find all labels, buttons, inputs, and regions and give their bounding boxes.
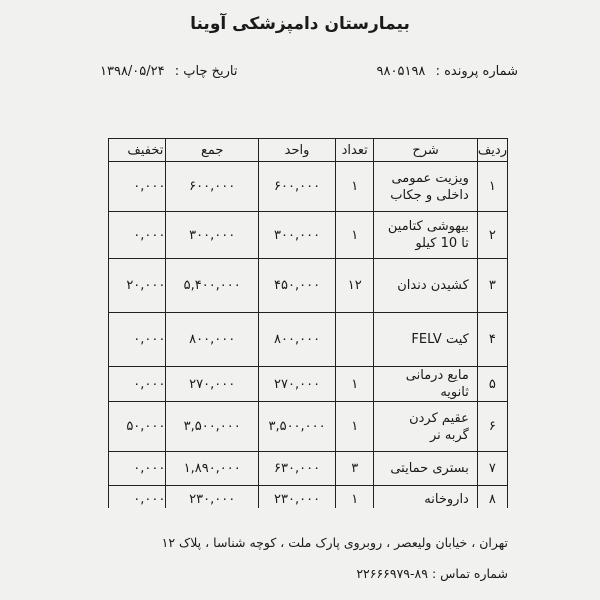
document-title: بیمارستان دامپزشکی آوینا xyxy=(190,14,410,34)
row-total: ۱,۸۹۰,۰۰۰ xyxy=(166,452,259,486)
table-row xyxy=(109,259,508,313)
row-total: ۲۷۰,۰۰۰ xyxy=(166,367,259,402)
row-discount: ۰,۰۰۰ xyxy=(109,367,166,402)
row-number: ۲ xyxy=(477,212,507,259)
row-discount: ۲۰,۰۰۰ xyxy=(109,259,166,313)
row-total: ۵,۴۰۰,۰۰۰ xyxy=(166,259,259,313)
phone-label: شماره تماس : xyxy=(431,566,508,581)
row-total: ۳۰۰,۰۰۰ xyxy=(166,212,259,259)
row-unit-price: ۴۵۰,۰۰۰ xyxy=(259,259,336,313)
header-unit-price: واحد xyxy=(259,139,336,162)
print-date-label: تاریخ چاپ : xyxy=(174,64,238,79)
row-number: ۱ xyxy=(477,162,507,212)
file-number-value: ۹۸۰۵۱۹۸ xyxy=(376,64,426,79)
row-discount: ۰,۰۰۰ xyxy=(109,313,166,367)
row-total: ۲۳۰,۰۰۰ xyxy=(166,486,259,509)
row-description: بستری حمایتی xyxy=(374,452,478,486)
row-quantity xyxy=(336,313,374,367)
row-discount: ۰,۰۰۰ xyxy=(109,162,166,212)
file-number xyxy=(377,64,518,79)
row-quantity: ۱ xyxy=(336,162,374,212)
row-discount: ۵۰,۰۰۰ xyxy=(109,402,166,452)
table-row xyxy=(109,212,508,259)
row-number: ۳ xyxy=(477,259,507,313)
invoice-table-wrapper xyxy=(108,138,508,508)
row-number: ۴ xyxy=(477,313,507,367)
row-quantity: ۱۲ xyxy=(336,259,374,313)
row-description: داروخانه xyxy=(374,486,478,509)
row-quantity: ۱ xyxy=(336,367,374,402)
table-row xyxy=(109,486,508,509)
footer-phone xyxy=(356,566,508,581)
row-unit-price: ۲۳۰,۰۰۰ xyxy=(259,486,336,509)
row-description: عقیم کردن گربه نر xyxy=(374,402,478,452)
phone-number: ۸۹-۲۲۶۶۶۹۷۹ xyxy=(356,566,428,581)
table-row xyxy=(109,402,508,452)
header-discount: تخفیف xyxy=(109,139,166,162)
row-quantity: ۱ xyxy=(336,402,374,452)
row-total: ۳,۵۰۰,۰۰۰ xyxy=(166,402,259,452)
table-row xyxy=(109,313,508,367)
row-description: بیهوشی کتامین تا 10 کیلو xyxy=(374,212,478,259)
file-number-label: شماره پرونده : xyxy=(435,64,518,79)
row-description: کشیدن دندان xyxy=(374,259,478,313)
row-quantity: ۳ xyxy=(336,452,374,486)
table-header-row xyxy=(109,139,508,162)
row-total: ۸۰۰,۰۰۰ xyxy=(166,313,259,367)
row-discount: ۰,۰۰۰ xyxy=(109,452,166,486)
row-quantity: ۱ xyxy=(336,486,374,509)
table-row xyxy=(109,367,508,402)
row-description: مایع درمانی ثانویه xyxy=(374,367,478,402)
row-discount: ۰,۰۰۰ xyxy=(109,486,166,509)
header-quantity: تعداد xyxy=(336,139,374,162)
row-description: ویزیت عمومی داخلی و جکاب xyxy=(374,162,478,212)
row-unit-price: ۳۰۰,۰۰۰ xyxy=(259,212,336,259)
row-number: ۶ xyxy=(477,402,507,452)
row-total: ۶۰۰,۰۰۰ xyxy=(166,162,259,212)
row-unit-price: ۳,۵۰۰,۰۰۰ xyxy=(259,402,336,452)
header-total: جمع xyxy=(166,139,259,162)
header-description: شرح xyxy=(374,139,478,162)
table-row xyxy=(109,162,508,212)
row-quantity: ۱ xyxy=(336,212,374,259)
header-row-number: ردیف xyxy=(477,139,507,162)
row-discount: ۰,۰۰۰ xyxy=(109,212,166,259)
print-date-value: ۱۳۹۸/۰۵/۲۴ xyxy=(100,64,165,79)
row-unit-price: ۸۰۰,۰۰۰ xyxy=(259,313,336,367)
row-unit-price: ۶۰۰,۰۰۰ xyxy=(259,162,336,212)
row-number: ۷ xyxy=(477,452,507,486)
invoice-table xyxy=(108,138,508,508)
table-row xyxy=(109,452,508,486)
footer-address: تهران ، خیابان ولیعصر ، روبروی پارک ملت ، کوچه شناسا ، پلاک ۱۲ xyxy=(161,535,508,550)
row-number: ۸ xyxy=(477,486,507,509)
print-date xyxy=(100,64,238,79)
row-unit-price: ۶۳۰,۰۰۰ xyxy=(259,452,336,486)
row-number: ۵ xyxy=(477,367,507,402)
row-unit-price: ۲۷۰,۰۰۰ xyxy=(259,367,336,402)
row-description: کیت FELV xyxy=(374,313,478,367)
